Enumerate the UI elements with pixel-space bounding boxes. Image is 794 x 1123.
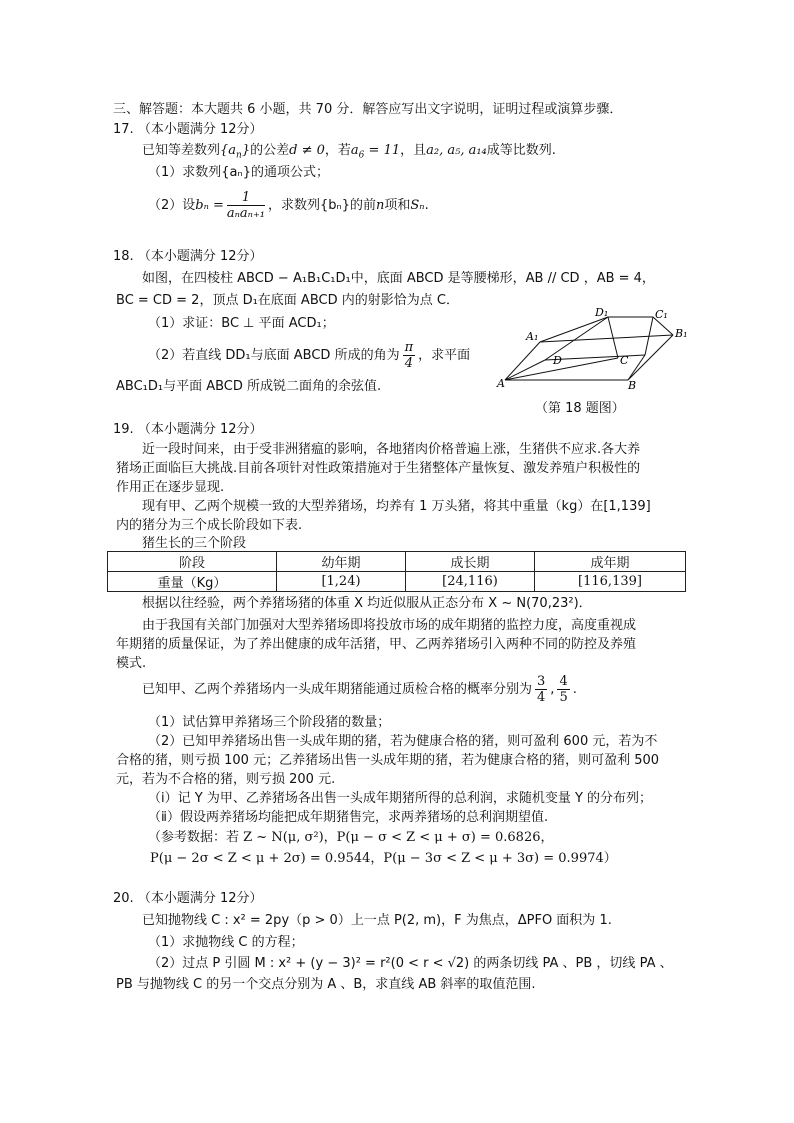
q19-score: （本小题满分 12分） (137, 422, 263, 437)
q17-seq: $\{a_n\}$ (220, 143, 251, 161)
table-cell: [116,139] (535, 572, 686, 592)
q19-line2: 猪场正面临巨大挑战.目前各项针对性政策措施对于生猪整体产量恢复、激发养殖户积极性的 (116, 461, 641, 476)
q19-line4: 现有甲、乙两个规模一致的大型养猪场，均养有 1 万头猪，将其中重量（kg）在[1,139] (142, 499, 651, 514)
q19-reference-1: （参考数据：若 Z ~ N(μ, σ²)，P(μ − σ < Z < μ + σ) = 0.6826， (148, 830, 554, 845)
table-cell: [1,24) (277, 572, 406, 592)
q17-p2-d: . (424, 198, 429, 213)
q17-stem-a: 已知等差数列 (142, 143, 221, 158)
table-header-cell: 阶段 (108, 552, 277, 572)
q19-f1-num: 3 (537, 674, 546, 689)
q19-part2-line1: （2）已知甲养猪场出售一头成年期的猪，若为健康合格的猪，则可盈利 600 元，若为不 (148, 734, 658, 749)
q19-fraction-2 (557, 674, 569, 705)
q20-part1: （1）求抛物线 C 的方程； (148, 935, 304, 950)
table-header-cell: 成年期 (535, 552, 686, 572)
q19-part2-line2: 合格的猪，则亏损 100 元；乙养猪场出售一头成年期的猪，若为健康合格的猪，则可盈利 500 (116, 753, 660, 768)
q19-part2-line3: 元，若为不合格的猪，则亏损 200 元. (116, 772, 336, 787)
fig-label-d: D (553, 354, 562, 367)
q17-stem-c: ，若 (324, 143, 351, 158)
q19-line6: 根据以往经验，两个养猪场猪的体重 X 均近似服从正态分布 X ~ N(70,23²)． (142, 596, 592, 611)
q18-heading (113, 248, 263, 266)
q17-n: n (376, 198, 385, 213)
fig-label-b1: B₁ (675, 327, 688, 340)
q19-fraction-1 (535, 674, 547, 705)
q17-stem-d: ，且 (400, 143, 427, 158)
q18-caption: （第 18 题图） (535, 401, 625, 416)
q19-f2-num: 4 (559, 674, 568, 689)
q19-line9: 模式. (116, 656, 147, 671)
q17-terms: a₂, a₅, a₁₄ (426, 143, 487, 158)
q19-l10-b: . (572, 682, 577, 697)
table-cell: [24,116) (406, 572, 535, 592)
q19-part-ii: （ⅱ）假设两养猪场均能把成年期猪售完，求两养猪场的总利润期望值. (148, 810, 549, 825)
q19-part-i: （ⅰ）记 Y 为甲、乙养猪场各出售一头成年期猪所得的总利润，求随机变量 Y 的分布列； (148, 791, 653, 806)
q19-line1: 近一段时间来，由于受非洲猪瘟的影响，各地猪肉价格普遍上涨，生猪供不应求.各大养 (142, 442, 641, 457)
table-cell: 重量（Kg） (108, 572, 277, 592)
q18-part2-cont: ABC₁D₁与平面 ABCD 所成锐二面角的余弦值. (116, 379, 382, 394)
q18-p2-b: ，求平面 (418, 348, 471, 363)
q19-line8: 年期猪的质量保证，为了养出健康的成年活猪，甲、乙两养猪场引入两种不同的防控及养殖 (116, 637, 637, 652)
fig-label-a: A (497, 377, 505, 390)
q17-frac-den: aₙaₙ₊₁ (226, 206, 266, 221)
q17-number: 17. (113, 122, 134, 137)
fig-label-c: C (620, 354, 629, 367)
q17-part2 (148, 190, 429, 226)
section-header: 三、解答题：本大题共 6 小题，共 70 分．解答应写出文字说明，证明过程或演算步骤． (113, 102, 623, 117)
q19-part1: （1）试估算甲养猪场三个阶段猪的数量； (148, 715, 391, 730)
q17-score: （本小题满分 12分） (137, 122, 263, 137)
table-header-row (108, 552, 686, 572)
q20-score: （本小题满分 12分） (137, 891, 263, 906)
q18-line1: 如图，在四棱柱 ABCD − A₁B₁C₁D₁中，底面 ABCD 是等腰梯形，AB // CD ，AB = 4， (142, 271, 655, 286)
q19-table-title: 猪生长的三个阶段 (142, 536, 247, 551)
q17-frac-num: 1 (227, 190, 265, 206)
fig-label-d1: D₁ (595, 306, 609, 319)
q17-stem-e: 成等比数列. (486, 143, 556, 158)
q17-cond: d ≠ 0 (289, 143, 325, 158)
q18-part1: （1）求证：BC ⊥ 平面 ACD₁； (148, 316, 335, 331)
q17-stem-b: 的公差 (250, 143, 290, 158)
q19-heading (113, 421, 263, 439)
fig-label-c1: C₁ (655, 308, 668, 321)
q18-score: （本小题满分 12分） (137, 249, 263, 264)
q18-p2-a: （2）若直线 DD₁与底面 ABCD 所成的角为 (148, 348, 400, 363)
q19-number: 19. (113, 422, 134, 437)
q17-p2-a: （2）设 (148, 198, 196, 213)
fig-label-a1: A₁ (526, 330, 539, 343)
q18-frac-den: 4 (404, 356, 413, 371)
q19-line3: 作用正在逐步显现. (116, 480, 225, 495)
q17-p2-c: 项和 (384, 198, 411, 213)
q19-reference-2: P(μ − 2σ < Z < μ + 2σ) = 0.9544，P(μ − 3σ < Z < μ + 3σ) = 0.9974） (150, 851, 617, 866)
q17-fraction (227, 190, 265, 221)
q18-fraction (403, 340, 416, 371)
q19-line10: 已知甲、乙两个养猪场内一头成年期猪能通过质检合格的概率分别为 $\frac{3}{4}$ , $\frac{4}{5}$ . (142, 674, 577, 705)
q18-line2: BC = CD = 2，顶点 D₁在底面 ABCD 内的射影恰为点 C． (116, 293, 459, 308)
q20-line1: 已知抛物线 C : x² = 2py（p > 0）上一点 P(2, m)，F 为焦点，ΔPFO 面积为 1. (142, 913, 612, 928)
q19-line5: 内的猪分为三个成长阶段如下表. (116, 518, 303, 533)
q20-part2-line1: （2）过点 P 引圆 M : x² + (y − 3)² = r²(0 < r < √2) 的两条切线 PA 、PB ，切线 PA 、 (148, 956, 673, 971)
q18-frac-num: π (404, 340, 414, 355)
q17-p2-b: ，求数列{bₙ}的前 (268, 198, 377, 213)
q20-heading (113, 890, 263, 908)
q19-line7: 由于我国有关部门加强对大型养猪场即将投放市场的成年期猪的监控力度，高度重视成 (142, 618, 637, 633)
q17-part1: （1）求数列{aₙ}的通项公式； (148, 165, 329, 180)
q17-sn: Sₙ (410, 198, 425, 213)
q18-part2 (148, 340, 470, 372)
q17-stem (142, 142, 556, 165)
table-header-cell: 幼年期 (277, 552, 406, 572)
q17-heading (113, 121, 263, 139)
q19-f1-den: 4 (537, 690, 546, 705)
table-header-cell: 成长期 (406, 552, 535, 572)
q17-bn: bₙ = (195, 198, 224, 213)
q19-l10-a: 已知甲、乙两个养猪场内一头成年期猪能通过质检合格的概率分别为 (142, 682, 533, 697)
growth-stage-table (107, 551, 686, 592)
q18-number: 18. (113, 249, 134, 264)
q17-a6: $a_6 = 11$ (350, 143, 401, 161)
q18-prism-figure (495, 305, 695, 395)
fig-label-b: B (628, 379, 637, 392)
table-row (108, 572, 686, 592)
q20-part2-line2: PB 与抛物线 C 的另一个交点分别为 A 、B，求直线 AB 斜率的取值范围. (116, 977, 536, 992)
q19-f2-den: 5 (559, 690, 568, 705)
q20-number: 20. (113, 891, 134, 906)
